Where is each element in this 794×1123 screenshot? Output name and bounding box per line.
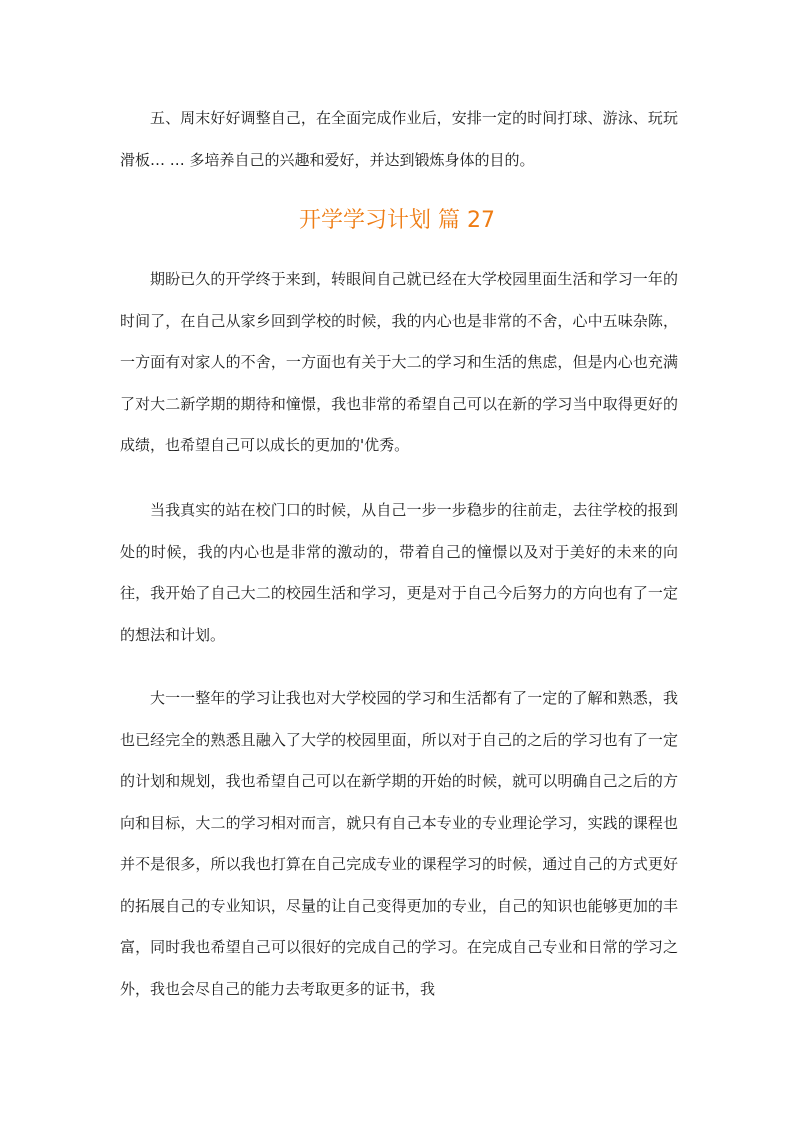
- paragraph-weekend-plan: 五、周末好好调整自己，在全面完成作业后，安排一定的时间打球、游泳、玩玩滑板… … 多培养自己的兴趣和爱好，并达到锻炼身体的目的。: [120, 109, 678, 169]
- paragraph-school-gate: 当我真实的站在校门口的时候，从自己一步一步稳步的往前走，去往学校的报到处的时候，我的内心也是非常的激动的，带着自己的憧憬以及对于美好的未来的向往，我开始了自己大二的校园生活和学习，更是对于自己今后努力的方向也有了一定的想法和计划。: [120, 501, 678, 644]
- paragraph-intro: 期盼已久的开学终于来到，转眼间自己就已经在大学校园里面生活和学习一年的时间了，在自己从家乡回到学校的时候，我的内心也是非常的不舍，心中五味杂陈，一方面有对家人的不舍，一方面也有关于大二的学习和生活的焦虑，但是内心也充满了对大二新学期的期待和憧憬，我也非常的希望自己可以在新的学习当中取得更好的成绩，也希望自己可以成长的更加的'优秀。: [120, 270, 678, 454]
- paragraph-study-plan: 大一一整年的学习让我也对大学校园的学习和生活都有了一定的了解和熟悉，我也已经完全的熟悉且融入了大学的校园里面，所以对于自己的之后的学习也有了一定的计划和规划，我也希望自己可以在新学期的开始的时候，就可以明确自己之后的方向和目标，大二的学习相对而言，就只有自己本专业的专业理论学习，实践的课程也并不是很多，所以我也打算在自己完成专业的课程学习的时候，通过自己的方式更好的拓展自己的专业知识，尽量的让自己变得更加的专业，自己的知识也能够更加的丰富，同时我也希望自己可以很好的完成自己的学习。在完成自己专业和日常的学习之外，我也会尽自己的能力去考取更多的证书，我: [120, 689, 678, 998]
- section-title: 开学学习计划 篇 27: [299, 208, 495, 233]
